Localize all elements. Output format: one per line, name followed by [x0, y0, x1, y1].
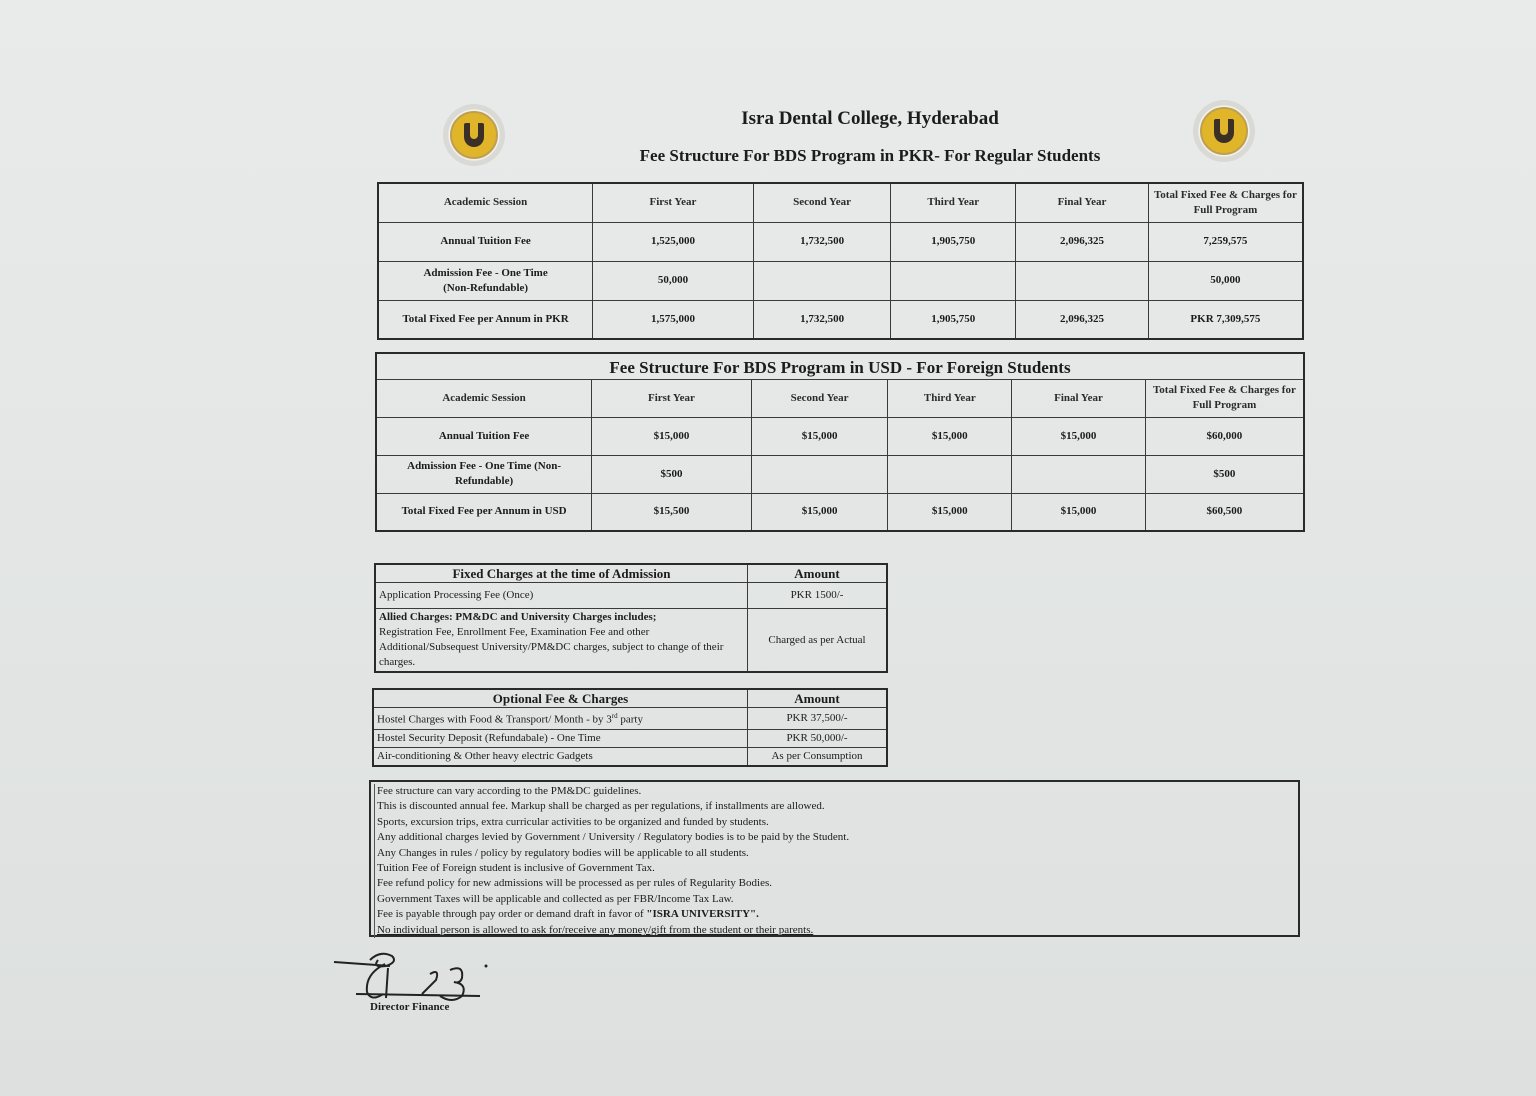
cell: $15,000 — [888, 493, 1012, 531]
charge-item — [375, 609, 748, 673]
note-item: Government Taxes will be applicable and collected as per FBR/Income Tax Law. — [374, 892, 1295, 907]
table-row — [376, 417, 1304, 455]
column-header: Fixed Charges at the time of Admission — [375, 564, 748, 583]
charge-amount: PKR 1500/- — [748, 583, 888, 609]
cell: $15,000 — [751, 417, 888, 455]
column-header: Amount — [748, 564, 888, 583]
charge-item: Application Processing Fee (Once) — [375, 583, 748, 609]
table-row — [376, 493, 1304, 531]
table-row — [373, 747, 887, 766]
column-header: Amount — [748, 689, 888, 708]
cell — [1012, 455, 1146, 493]
cell — [751, 455, 888, 493]
table-row — [378, 222, 1303, 261]
table-row — [378, 300, 1303, 339]
column-header: Third Year — [891, 183, 1016, 222]
cell: 1,575,000 — [593, 300, 754, 339]
charge-item: Hostel Security Deposit (Refundabale) - One Time — [373, 729, 748, 747]
note-item: Any Changes in rules / policy by regulatory bodies will be applicable to all students. — [374, 846, 1295, 861]
charge-amount: Charged as per Actual — [748, 609, 888, 673]
cell: 2,096,325 — [1016, 222, 1149, 261]
note-item: No individual person is allowed to ask for/receive any money/gift from the student or their parents. — [374, 923, 1295, 938]
note-item: Fee structure can vary according to the PM&DC guidelines. — [374, 784, 1295, 799]
charge-item-heading: Allied Charges: PM&DC and University Charges includes; — [379, 611, 657, 623]
cell — [888, 455, 1012, 493]
payee-name: "ISRA UNIVERSITY". — [646, 908, 759, 921]
column-header: First Year — [592, 379, 752, 417]
table-header-row — [373, 689, 887, 708]
charge-item-detail: Registration Fee, Enrollment Fee, Examination Fee and other Additional/Subsequest University/PM&DC charges, subject to change of their charges. — [379, 626, 724, 668]
row-label: Annual Tuition Fee — [378, 222, 593, 261]
column-header: Third Year — [888, 379, 1012, 417]
note-item — [374, 907, 1295, 922]
cell: 1,905,750 — [891, 222, 1016, 261]
column-header: First Year — [593, 183, 754, 222]
terms-notes-box — [369, 780, 1300, 937]
cell: 1,732,500 — [753, 300, 891, 339]
cell: $15,000 — [1012, 417, 1146, 455]
cell: PKR 7,309,575 — [1148, 300, 1303, 339]
table-header-row — [375, 564, 887, 583]
table-row — [373, 729, 887, 747]
cell: $15,500 — [592, 493, 752, 531]
column-header: Academic Session — [376, 379, 592, 417]
note-text: Fee is payable through pay order or demand draft in favor of — [377, 908, 647, 921]
note-item: Sports, excursion trips, extra curricular activities to be organized and funded by students. — [374, 815, 1295, 830]
charge-item-text: Hostel Charges with Food & Transport/ Month - by 3 — [377, 713, 612, 726]
cell: 50,000 — [1148, 261, 1303, 300]
row-label: Total Fixed Fee per Annum in PKR — [378, 300, 593, 339]
column-header: Total Fixed Fee & Charges for Full Program — [1148, 183, 1303, 222]
college-title: Isra Dental College, Hyderabad — [741, 108, 999, 129]
cell: $60,500 — [1145, 493, 1304, 531]
note-item: Fee refund policy for new admissions will be processed as per rules of Regularity Bodies. — [374, 876, 1295, 891]
charge-amount: PKR 50,000/- — [748, 729, 888, 747]
cell: $500 — [1145, 455, 1304, 493]
row-label: Admission Fee - One Time (Non-Refundable) — [378, 261, 593, 300]
cell: 7,259,575 — [1148, 222, 1303, 261]
column-header: Total Fixed Fee & Charges for Full Program — [1145, 379, 1304, 417]
column-header: Final Year — [1016, 183, 1149, 222]
note-item: Any additional charges levied by Government / University / Regulatory bodies is to be paid by the Student. — [374, 830, 1295, 845]
cell — [891, 261, 1016, 300]
signatory-title: Director Finance — [370, 1001, 450, 1013]
table-header-row — [376, 379, 1304, 417]
row-label: Total Fixed Fee per Annum in USD — [376, 493, 592, 531]
optional-charges-table — [372, 688, 888, 767]
cell: 2,096,325 — [1016, 300, 1149, 339]
note-item: Tuition Fee of Foreign student is inclusive of Government Tax. — [374, 861, 1295, 876]
cell: $500 — [592, 455, 752, 493]
table-row — [376, 455, 1304, 493]
table-row — [373, 708, 887, 730]
cell: $15,000 — [888, 417, 1012, 455]
table-header-row — [378, 183, 1303, 222]
superscript: rd — [611, 712, 618, 720]
note-item: This is discounted annual fee. Markup shall be charged as per regulations, if installments are allowed. — [374, 799, 1295, 814]
pkr-fee-title: Fee Structure For BDS Program in PKR- For Regular Students — [639, 146, 1101, 165]
cell: 1,525,000 — [593, 222, 754, 261]
cell: $15,000 — [751, 493, 888, 531]
cell — [753, 261, 891, 300]
usd-fee-table — [375, 352, 1305, 532]
row-label: Admission Fee - One Time (Non-Refundable) — [376, 455, 592, 493]
column-header: Second Year — [751, 379, 888, 417]
charge-item: Air-conditioning & Other heavy electric Gadgets — [373, 747, 748, 766]
charge-item — [373, 708, 748, 730]
column-header: Optional Fee & Charges — [373, 689, 748, 708]
column-header: Final Year — [1012, 379, 1146, 417]
fixed-charges-table — [374, 563, 888, 673]
table-row — [375, 609, 887, 673]
charge-amount: PKR 37,500/- — [748, 708, 888, 730]
charge-item-suffix: party — [617, 713, 643, 726]
table-row — [378, 261, 1303, 300]
cell: $15,000 — [592, 417, 752, 455]
pkr-fee-table — [377, 182, 1304, 340]
cell — [1016, 261, 1149, 300]
cell: 1,905,750 — [891, 300, 1016, 339]
table-row — [375, 583, 887, 609]
cell: 1,732,500 — [753, 222, 891, 261]
cell: 50,000 — [593, 261, 754, 300]
table-caption-row — [376, 353, 1304, 379]
column-header: Academic Session — [378, 183, 593, 222]
column-header: Second Year — [753, 183, 891, 222]
charge-amount: As per Consumption — [748, 747, 888, 766]
cell: $60,000 — [1145, 417, 1304, 455]
row-label: Annual Tuition Fee — [376, 417, 592, 455]
cell: $15,000 — [1012, 493, 1146, 531]
usd-fee-title: Fee Structure For BDS Program in USD - For Foreign Students — [376, 353, 1304, 379]
